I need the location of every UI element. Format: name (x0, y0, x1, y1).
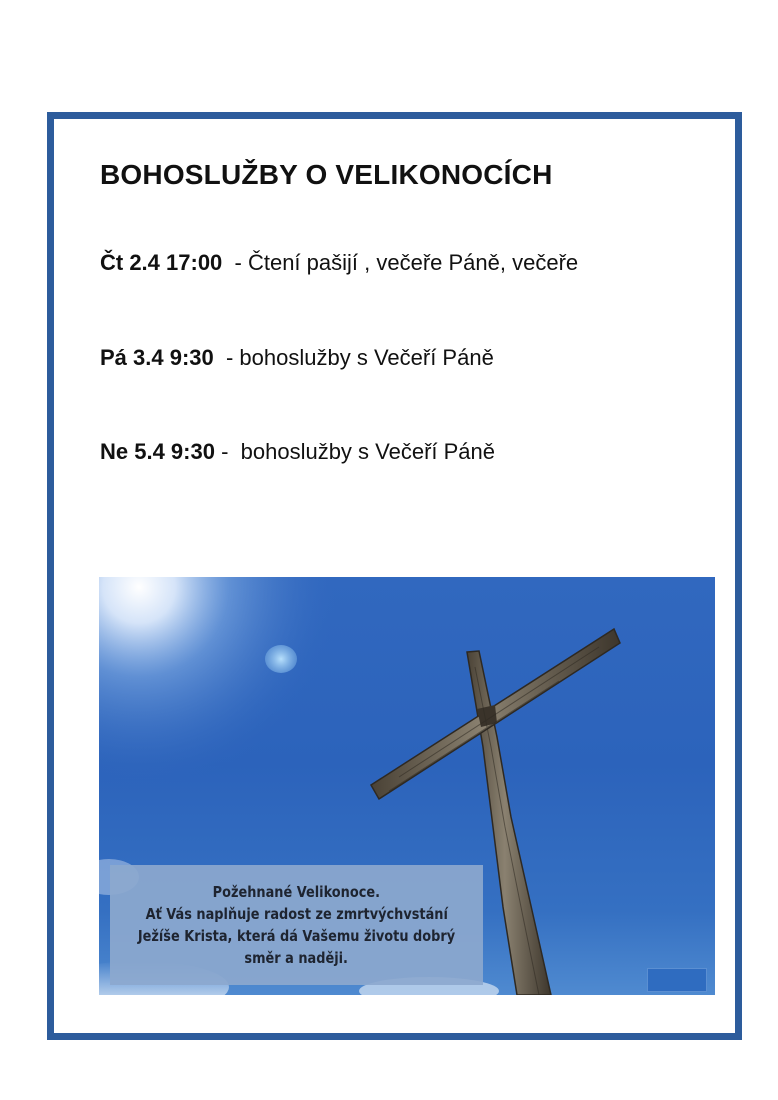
service-sunday (100, 439, 495, 465)
service-datetime: Ne 5.4 9:30 (100, 439, 215, 464)
service-thursday (100, 250, 578, 276)
service-friday (100, 345, 494, 371)
lens-flare (265, 645, 297, 673)
service-datetime: Pá 3.4 9:30 (100, 345, 214, 370)
greeting-line: Ať Vás naplňuje radost ze zmrtvýchvstání (145, 905, 448, 923)
page-title: BOHOSLUŽBY O VELIKONOCÍCH (100, 159, 553, 190)
greeting-line: Požehnané Velikonoce. (212, 883, 381, 901)
service-description: - bohoslužby s Večeří Páně (213, 345, 494, 370)
easter-greeting-box (110, 865, 483, 985)
service-description: - bohoslužby s Večeří Páně (214, 439, 496, 464)
greeting-line: směr a naději. (244, 949, 349, 967)
cross-sky-image (99, 577, 715, 995)
service-description: - Čtení pašijí , večeře Páně, večeře (222, 250, 579, 275)
service-datetime: Čt 2.4 17:00 (100, 250, 223, 275)
corner-marker (647, 968, 707, 992)
page-frame (47, 112, 742, 1040)
greeting-line: Ježíše Krista, která dá Vašemu životu dobrý (137, 927, 456, 945)
